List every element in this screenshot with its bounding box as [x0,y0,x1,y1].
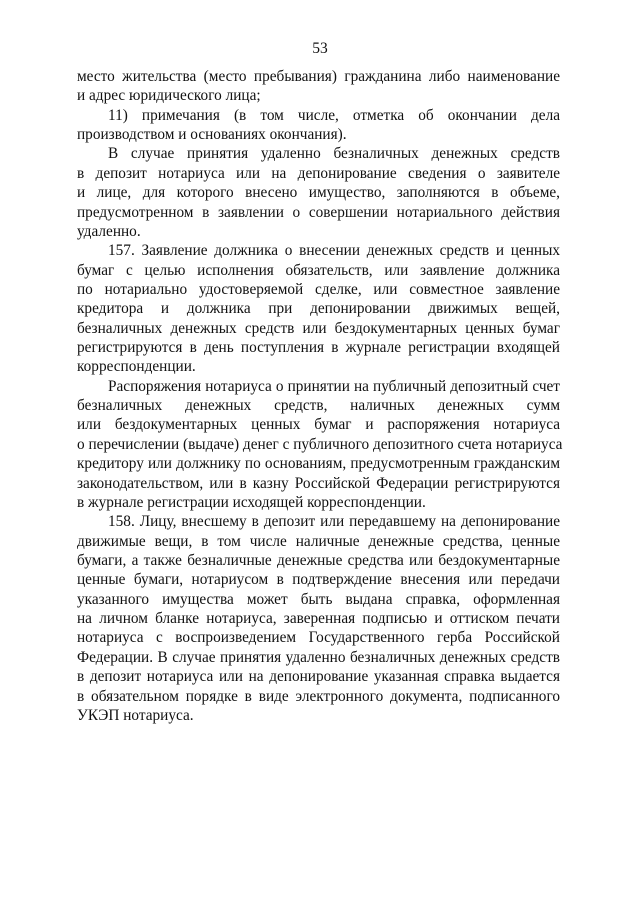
text-line: бумаг с целью исполнения обязательств, или заявление должника [77,261,560,279]
text-line: Федерации. В случае принятия удаленно безналичных денежных средств [77,648,560,666]
text-line: в журнале регистрации исходящей корреспонденции. [77,493,426,511]
text-line: Распоряжения нотариуса о принятии на публичный депозитный счет [108,377,560,395]
paragraph [77,241,560,377]
paragraph [77,144,560,241]
text-line: предусмотренном в заявлении о совершении нотариального действия [77,203,560,221]
text-line: корреспонденции. [77,358,196,376]
text-line: законодательством, или в казну Российской Федерации регистрируются [77,474,560,492]
text-line: о перечислении (выдаче) денег с публичного депозитного счета нотариуса [77,435,563,453]
page-number: 53 [312,40,328,57]
text-line: кредитору или должнику по основаниям, предусмотренным гражданским [77,455,560,473]
text-line: указанного имущества может быть выдана справка, оформленная [77,590,560,608]
text-line: в депозит нотариуса или на депонирование указанная справка выдается [77,668,560,686]
text-line: по нотариально удостоверяемой сделке, или совместное заявление [77,280,560,298]
text-line: место жительства (место пребывания) гражданина либо наименование [77,68,560,85]
document-body [77,67,563,725]
text-line: бумаги, а также безналичные денежные средства или бездокументарные [77,551,560,569]
text-line: в депозит нотариуса или на депонирование сведения о заявителе [77,164,560,182]
paragraph [77,106,560,145]
text-line: 158. Лицу, внесшему в депозит или передавшему на депонирование [108,513,560,531]
text-line: 11) примечания (в том числе, отметка об окончании дела [108,106,560,124]
text-line: УКЭП нотариуса. [77,706,194,724]
text-line: движимые вещи, в том числе наличные денежные средства, ценные [77,532,560,550]
text-line: и лице, для которого внесено имущество, заполняются в объеме, [77,184,560,202]
text-line: безналичных денежных средств или бездокументарных ценных бумаг [77,319,560,337]
paragraph [77,67,560,106]
paragraph [77,512,560,725]
text-line: в обязательном порядке в виде электронного документа, подписанного [77,687,560,705]
text-line: ценные бумаги, нотариусом в подтверждение внесения или передачи [77,571,560,589]
text-line: 157. Заявление должника о внесении денежных средств и ценных [108,242,560,260]
text-line: или бездокументарных ценных бумаг и распоряжения нотариуса [77,416,560,434]
text-line: нотариуса с воспроизведением Государственного герба Российской [77,629,560,647]
paragraph [77,377,563,513]
text-line: регистрируются в день поступления в журнале регистрации входящей [77,339,560,357]
text-line: на личном бланке нотариуса, заверенная подписью и оттиском печати [77,610,560,628]
text-line: удаленно. [77,222,141,240]
text-line: кредитора и должника при депонировании движимых вещей, [77,300,560,318]
text-line: В случае принятия удаленно безналичных денежных средств [108,145,560,163]
text-line: безналичных денежных средств, наличных денежных сумм [77,397,560,415]
text-line: производством и основаниях окончания). [77,126,347,144]
text-line: и адрес юридического лица; [77,87,261,105]
